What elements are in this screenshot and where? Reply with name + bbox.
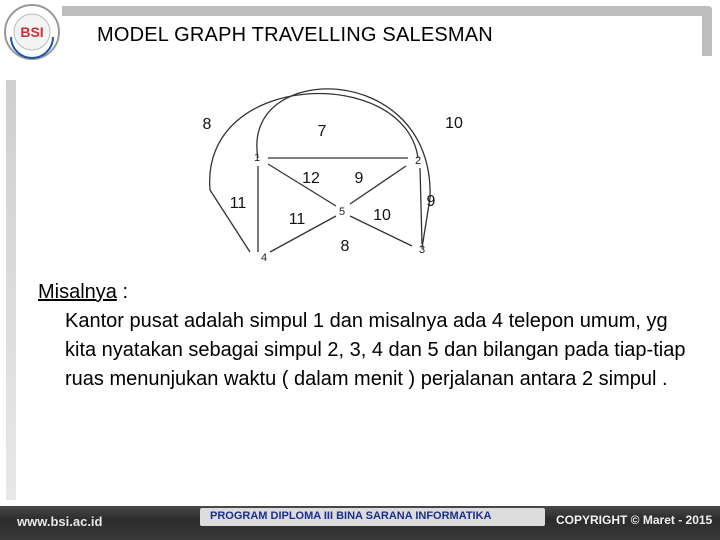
weight-1-5: 12 [302,170,320,187]
description-text [38,278,698,394]
weight-4-2-arc: 8 [202,116,212,133]
weight-1-4: 11 [229,195,247,212]
weight-4-3: 8 [340,238,350,255]
weight-1-3-arc: 10 [445,115,463,132]
paragraph-body: Kantor pusat adalah simpul 1 dan misalnya ada 4 telepon umum, yg kita nyatakan sebagai simpul 2, 3, 4 dan 5 dan bilangan pada tiap-tiap ruas menunjukan waktu ( dalam menit ) perjalanan antara 2 simpul . [65,310,686,390]
paragraph-heading [38,278,698,307]
node-2: 2 [414,155,422,167]
slide-frame-left [6,80,16,500]
node-4: 4 [260,252,268,264]
footer-program: PROGRAM DIPLOMA III BINA SARANA INFORMATIKA [210,510,492,522]
heading-word: Misalnya [38,281,117,303]
tsp-graph [190,80,490,270]
node-1: 1 [253,152,261,164]
svg-text:BSI: BSI [20,24,44,40]
weight-4-5: 11 [288,211,306,228]
weight-5-3: 10 [373,207,391,224]
footer-copyright: COPYRIGHT © Maret - 2015 [556,513,713,527]
weight-2-3: 9 [426,193,436,210]
heading-colon: : [116,281,129,303]
node-5: 5 [338,206,346,218]
bsi-logo [3,3,61,61]
edge-1-3-arc [257,89,430,248]
node-3: 3 [418,244,426,256]
weight-2-5: 9 [354,170,364,187]
footer-website: www.bsi.ac.id [17,514,103,529]
edge-2-3 [420,168,422,244]
slide-title: MODEL GRAPH TRAVELLING SALESMAN [97,24,493,46]
weight-1-2: 7 [317,123,327,140]
